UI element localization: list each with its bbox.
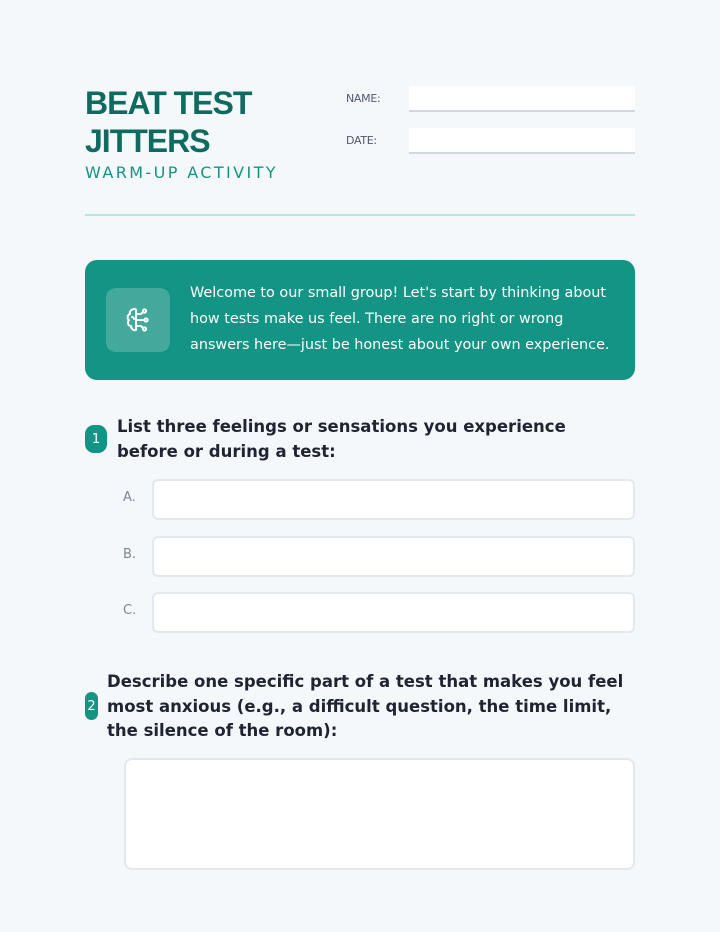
title-line-2: JITTERS	[85, 123, 210, 159]
question-1-text: List three feelings or sensations you experience before or during a test:	[117, 417, 566, 461]
question-2-text: Describe one specific part of a test that makes you feel most anxious (e.g., a difficult question, the time limit, the silence of the room):	[107, 672, 624, 740]
answer-b-label: B.	[123, 547, 137, 562]
worksheet-subtitle: WARM-UP ACTIVITY	[85, 163, 278, 182]
title-line-1: BEAT TEST	[85, 85, 252, 121]
name-field[interactable]	[409, 86, 635, 112]
answer-2-textarea[interactable]	[124, 758, 635, 870]
brain-icon	[106, 288, 170, 352]
header-divider	[85, 214, 635, 216]
date-field[interactable]	[409, 128, 635, 154]
answer-a-field[interactable]	[152, 479, 635, 520]
intro-text: Welcome to our small group! Let's start by thinking about how tests make us feel. There are no right or wrong answers here—just be honest about your own experience.	[190, 285, 610, 353]
question-number-badge: 1	[85, 425, 107, 453]
date-label: DATE:	[346, 134, 377, 147]
intro-card	[85, 260, 635, 380]
answer-a-label: A.	[123, 490, 136, 505]
answer-c-field[interactable]	[152, 592, 635, 633]
answer-c-label: C.	[123, 603, 137, 618]
answer-b-field[interactable]	[152, 536, 635, 577]
name-label: NAME:	[346, 92, 381, 105]
worksheet-title	[85, 84, 325, 160]
question-number-badge: 2	[85, 692, 98, 720]
